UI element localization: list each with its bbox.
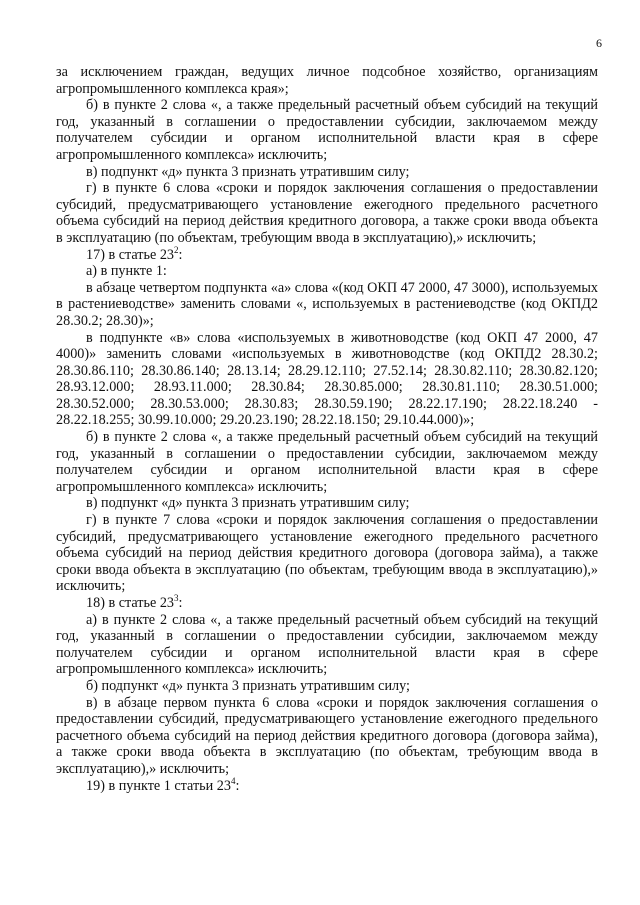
article-heading [56,244,598,264]
paragraph: б) в пункте 2 слова «, а также предельный расчетный объем субсидий на текущий год, указанный в соглашении о предоставлении субсидии, заключаемом между получателем субсидии и органом исполнительной власти края в сфере агропромышленного комплекса» исключить; [56,429,598,495]
heading-text: 17) в статье 23 [86,246,175,263]
paragraph: в) подпункт «д» пункта 3 признать утратившим силу; [86,163,410,180]
heading-text: 19) в пункте 1 статьи 23 [86,777,231,794]
paragraph: в) подпункт «д» пункта 3 признать утратившим силу; [86,495,410,512]
paragraph: в подпункте «в» слова «используемых в животноводстве (код ОКП 47 2000, 47 4000)» заменить словами «используемых в животноводстве (код ОКПД2 28.30.2; 28.30.86.110; 28.30.86.140; 28.13.14; 28.29.12.110; 27.52.14; 28.30.82.110; 28.30.82.120; 28.93.12.000; 28.93.11.000; 28.30.84; 28.30.85.000; 28.30.81.110; 28.30.51.000; 28.30.52.000; 28.30.53.000; 28.30.83; 28.30.59.190; 28.22.17.190; 28.22.18.240 - 28.22.18.255; 30.99.10.000; 29.20.23.190; 28.22.18.150; 29.10.44.000)»; [56,329,598,429]
article-heading [56,775,598,795]
paragraph: в) в абзаце первом пункта 6 слова «сроки и порядок заключения соглашения о предоставлении субсидий, предусматривающего установление ежегодного предельного расчетного объема субсидий на период действия кредитного договора (договора займа), а также сроки ввода объекта в эксплуатацию (по объектам, требующим ввода в эксплуатацию),» исключить; [56,694,598,777]
document-body [56,64,598,794]
paragraph: г) в пункте 7 слова «сроки и порядок заключения соглашения о предоставлении субсидий, предусматривающего установление ежегодного предельного расчетного объема субсидий на период действия кредитного договора (договора займа), а также сроки ввода объекта в эксплуатацию (по объектам, требующим ввода в эксплуатацию),» исключить; [56,512,598,595]
article-heading [56,595,598,612]
heading-colon: : [178,246,183,263]
paragraph: в абзаце четвертом подпункта «а» слова «(код ОКП 47 2000, 47 3000), используемых в растениеводстве» заменить словами «, используемых в растениеводстве (код ОКПД2 28.30.2; 28.30)»; [56,279,598,329]
paragraph: а) в пункте 2 слова «, а также предельный расчетный объем субсидий на текущий год, указанный в соглашении о предоставлении субсидии, заключаемом между получателем субсидии и органом исполнительной власти края в сфере агропромышленного комплекса» исключить; [56,611,598,678]
paragraph: г) в пункте 6 слова «сроки и порядок заключения соглашения о предоставлении субсидий, предусматривающего установление ежегодного предельного расчетного объема субсидий на период действия кредитного договора, а также сроки ввода объекта в эксплуатацию (по объектам, требующим ввода в эксплуатацию),» исключить; [56,180,598,246]
heading-superscript: 3 [174,593,179,603]
heading-colon: : [178,595,183,611]
heading-colon: : [235,777,240,794]
page-number: 6 [596,36,602,50]
paragraph: за исключением граждан, ведущих личное подсобное хозяйство, организациям агропромышленного комплекса края»; [56,64,598,97]
paragraph: а) в пункте 1: [86,263,167,280]
heading-superscript: 4 [230,775,236,786]
paragraph: б) подпункт «д» пункта 3 признать утратившим силу; [86,677,410,694]
paragraph: б) в пункте 2 слова «, а также предельный расчетный объем субсидий на текущий год, указанный в соглашении о предоставлении субсидии, заключаемом между получателем субсидии и органом исполнительной власти края в сфере агропромышленного комплекса» исключить; [56,97,598,163]
heading-text: 18) в статье 23 [86,595,175,611]
heading-superscript: 2 [174,244,179,255]
